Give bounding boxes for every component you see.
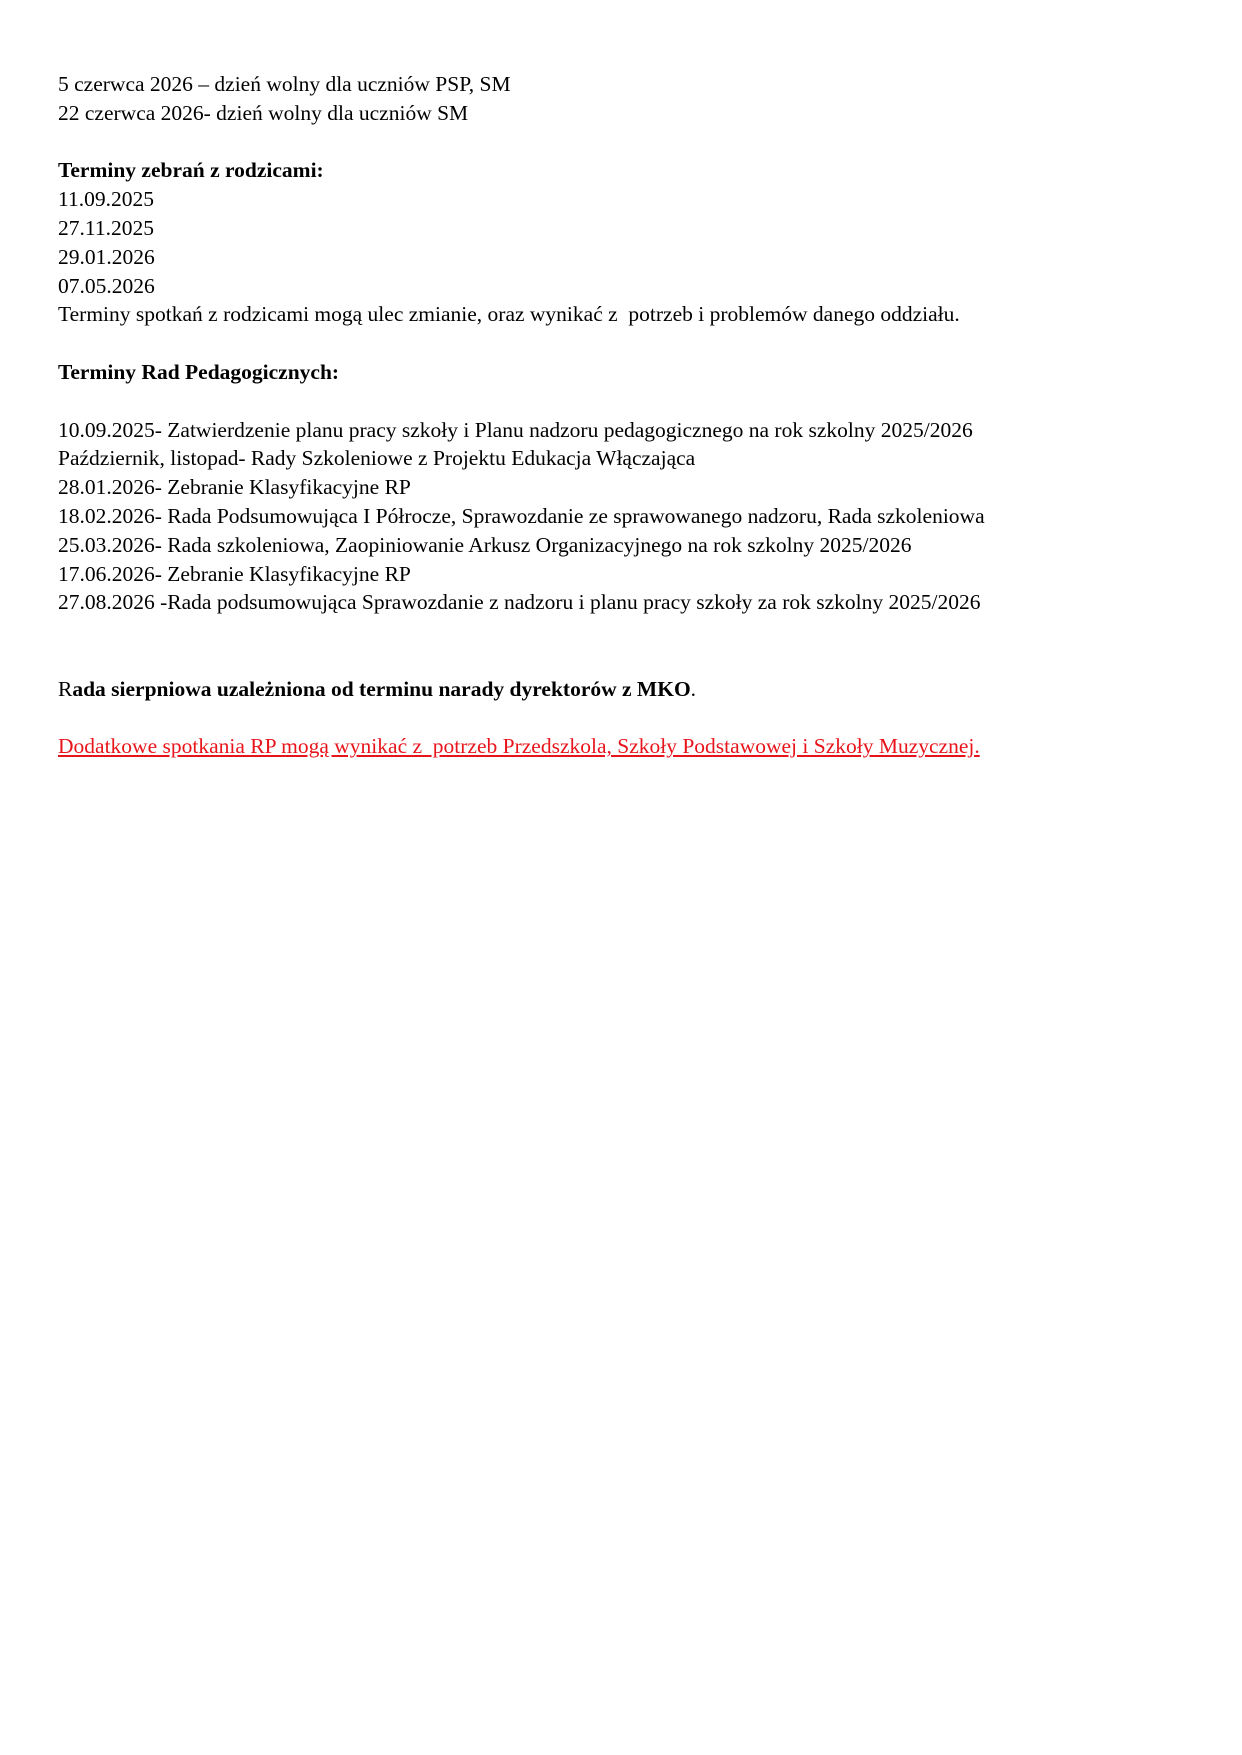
august-note-bold-text: ada sierpniowa uzależniona od terminu narady dyrektorów z MKO (72, 676, 691, 701)
blank-line (58, 329, 1218, 358)
council-item: 18.02.2026- Rada Podsumowująca I Półrocze, Sprawozdanie ze sprawowanego nadzoru, Rada szkoleniowa (58, 503, 985, 528)
august-note-end: . (690, 676, 697, 701)
parent-meeting-date: 11.09.2025 (58, 187, 154, 212)
council-item: Październik, listopad- Rady Szkoleniowe z Projektu Edukacja Włączająca (58, 446, 696, 471)
council-item: 25.03.2026- Rada szkoleniowa, Zaopiniowanie Arkusz Organizacyjnego na rok szkolny 2025/2026 (58, 532, 912, 557)
blank-line (58, 704, 1218, 733)
free-day-line: 22 czerwca 2026- dzień wolny dla uczniów SM (58, 100, 469, 125)
document-content (58, 70, 1218, 761)
free-day-line: 5 czerwca 2026 – dzień wolny dla uczniów PSP, SM (58, 72, 511, 96)
blank-line (58, 128, 1218, 157)
council-item: 10.09.2025- Zatwierdzenie planu pracy szkoły i Planu nadzoru pedagogicznego na rok szkolny 2025/2026 (58, 417, 973, 442)
parent-meeting-date: 07.05.2026 (58, 273, 155, 298)
councils-heading: Terminy Rad Pedagogicznych: (58, 359, 340, 384)
parent-meeting-date: 27.11.2025 (58, 215, 154, 240)
blank-lines (58, 617, 1218, 675)
august-note-first-letter: R (58, 676, 73, 701)
blank-line (58, 387, 1218, 416)
council-item: 28.01.2026- Zebranie Klasyfikacyjne RP (58, 475, 411, 500)
parent-meetings-note: Terminy spotkań z rodzicami mogą ulec zmianie, oraz wynikać z potrzeb i problemów danego oddziału. (58, 302, 960, 327)
parent-meetings-heading: Terminy zebrań z rodzicami: (58, 158, 324, 183)
additional-meetings-link[interactable]: Dodatkowe spotkania RP mogą wynikać z potrzeb Przedszkola, Szkoły Podstawowej i Szkoły Muzycznej. (58, 734, 980, 759)
council-item: 17.06.2026- Zebranie Klasyfikacyjne RP (58, 561, 411, 586)
august-council-note (58, 675, 1218, 704)
council-item: 27.08.2026 -Rada podsumowująca Sprawozdanie z nadzoru i planu pracy szkoły za rok szkolny 2025/2026 (58, 590, 981, 615)
parent-meeting-date: 29.01.2026 (58, 244, 155, 269)
